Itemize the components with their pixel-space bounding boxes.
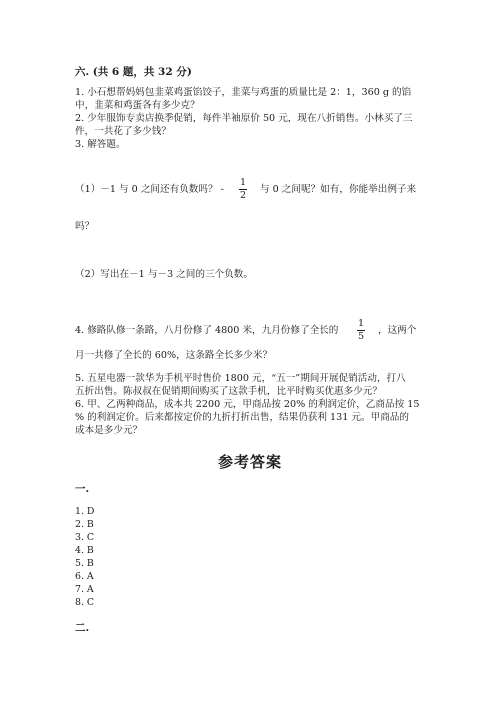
fraction-one-fifth [356,318,366,343]
question-3a-part-1: （1）－1 与 0 之间还有负数吗？ - [75,184,224,195]
fraction-numerator: 1 [357,318,365,329]
section-heading: 六. (共 6 题，共 32 分) [75,66,192,78]
question-5-line-2: 五折出售。陈叔叔在促销期间购买了这款手机，比平时购买优惠多少元？ [75,386,382,397]
answer-item: 1. D [75,506,95,517]
question-2-line-2: 件，一共花了多少钱？ [75,126,171,137]
question-1-line-2: 中，韭菜和鸡蛋各有多少克？ [75,100,200,111]
question-6-line-3: 成本是多少元？ [75,425,143,436]
fraction-one-half [238,177,248,202]
question-4-part-1: 4. 修路队修一条路，八月份修了 4800 米，九月份修了全长的 [75,325,339,336]
question-3a-line-2: 吗？ [75,221,95,232]
answer-item: 7. A [75,584,94,595]
fraction-denominator: 2 [239,190,247,201]
question-3a-part-2: 与 0 之间呢？如有，你能举出例子来 [260,184,417,195]
question-6-line-2: % 的利润定价。后来都按定价的九折打折出售，结果仍获利 131 元。甲商品的 [75,412,409,423]
fraction-denominator: 5 [357,331,365,342]
question-6-line-1: 6. 甲、乙两种商品，成本共 2200 元，甲商品按 20% 的利润定价，乙商品按 15 [75,399,420,410]
answer-item: 6. A [75,571,94,582]
fraction-numerator: 1 [239,177,247,188]
answer-item: 5. B [75,558,94,569]
question-4-part-2: ，这两个 [378,325,417,336]
question-3b: （2）写出在－1 与－3 之间的三个负数。 [75,269,253,280]
question-5-line-1: 5. 五星电器一款华为手机平时售价 1800 元，“五一”期间开展促销活动，打八 [75,373,406,384]
answer-item: 8. C [75,597,95,608]
answer-item: 3. C [75,532,95,543]
question-2-line-1: 2. 少年服饰专卖店换季促销，每件半袖原价 50 元，现在八折销售。小林买了三 [75,113,413,124]
question-4-line-2: 月一共修了全长的 60%，这条路全长多少米？ [75,350,273,361]
answer-part-2-heading: 二. [75,622,90,634]
question-3: 3. 解答题。 [75,139,126,150]
answer-item: 4. B [75,545,94,556]
answer-item: 2. B [75,519,94,530]
answer-key-title: 参考答案 [217,453,282,471]
question-1-line-1: 1. 小石想帮妈妈包韭菜鸡蛋馅饺子，韭菜与鸡蛋的质量比是 2：1，360 g 的馅 [75,87,412,98]
answer-part-1-heading: 一. [75,483,90,495]
